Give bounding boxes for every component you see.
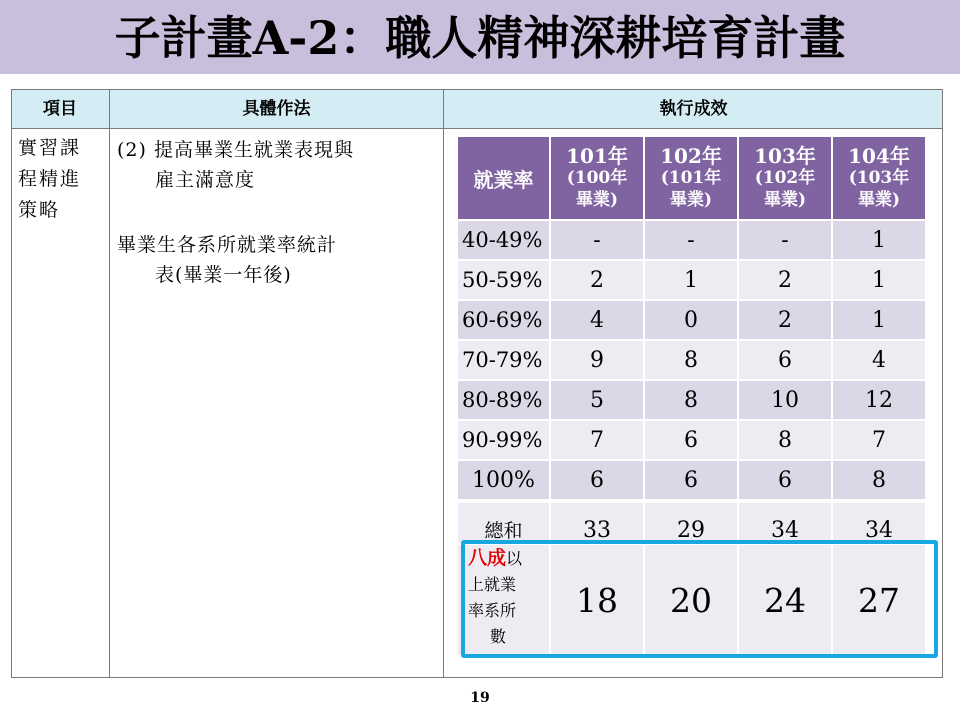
- table-cell: 6: [739, 461, 831, 499]
- table-cell: 12: [833, 381, 925, 419]
- table-cell: -: [645, 221, 737, 259]
- year-sub: (103年: [848, 168, 910, 188]
- year-sub: (100年: [566, 168, 628, 188]
- table-cell: 6: [645, 461, 737, 499]
- table-cell: -: [551, 221, 643, 259]
- year-label: 101年: [566, 144, 628, 168]
- table-cell: 2: [739, 261, 831, 299]
- table-cell: 6: [551, 461, 643, 499]
- item-line: 程精進: [18, 168, 82, 190]
- year-header: [645, 137, 737, 219]
- emphasis-text: 八成: [468, 547, 507, 569]
- table-cell: 4: [833, 341, 925, 379]
- year-label: 103年: [754, 144, 816, 168]
- table-cell: 8: [833, 461, 925, 499]
- rate-label: 40-49%: [458, 221, 549, 259]
- table-cell: 0: [645, 301, 737, 339]
- year-sub: 畢業): [669, 190, 713, 210]
- table-cell: 1: [833, 261, 925, 299]
- year-header: [739, 137, 831, 219]
- over-80-count: 24: [739, 545, 831, 655]
- label-text: 率系所: [468, 601, 517, 620]
- table-cell: 7: [833, 421, 925, 459]
- rate-label: 100%: [458, 461, 549, 499]
- item-cell: [18, 133, 104, 226]
- table-cell: 4: [551, 301, 643, 339]
- table-cell: 8: [645, 381, 737, 419]
- header-result: 執行成效: [659, 99, 728, 119]
- year-label: 104年: [848, 144, 910, 168]
- over-80-count: 18: [551, 545, 643, 655]
- table-cell: 8: [645, 341, 737, 379]
- item-line: 實習課: [18, 137, 82, 159]
- method-table-caption: [117, 230, 437, 290]
- method-line: 表(畢業一年後): [155, 264, 292, 286]
- table-cell: 9: [551, 341, 643, 379]
- year-sub: 畢業): [857, 190, 901, 210]
- table-cell: 10: [739, 381, 831, 419]
- column-divider: [443, 89, 444, 678]
- table-cell: 6: [739, 341, 831, 379]
- rate-label: 總和: [458, 503, 549, 543]
- item-line: 策略: [18, 199, 61, 221]
- table-cell: 6: [645, 421, 737, 459]
- table-cell: 2: [551, 261, 643, 299]
- table-cell: 1: [833, 301, 925, 339]
- label-text: 上就業: [468, 575, 517, 594]
- page-title: 子計畫A-2：職人精神深耕培育計畫: [114, 11, 846, 65]
- label-text: 數: [490, 627, 507, 646]
- method-point: [117, 135, 437, 195]
- year-sub: (101年: [660, 168, 722, 188]
- rate-header-label: 就業率: [473, 167, 534, 192]
- table-cell: 33: [551, 503, 643, 543]
- header-method: 具體作法: [242, 99, 311, 119]
- rate-label: 80-89%: [458, 381, 549, 419]
- column-divider: [109, 89, 110, 678]
- year-sub: 畢業): [763, 190, 807, 210]
- table-cell: 2: [739, 301, 831, 339]
- over-80-count: 20: [645, 545, 737, 655]
- highlight-box: [461, 540, 938, 658]
- rate-label: 70-79%: [458, 341, 549, 379]
- over-80-count: 27: [833, 545, 925, 655]
- table-cell: 8: [739, 421, 831, 459]
- table-cell: 34: [833, 503, 925, 543]
- table-cell: 1: [833, 221, 925, 259]
- label-text: 以: [506, 549, 523, 568]
- table-cell: 7: [551, 421, 643, 459]
- page-number: 19: [470, 690, 490, 706]
- rate-label: 90-99%: [458, 421, 549, 459]
- header-item: 項目: [43, 99, 77, 119]
- rate-label: 60-69%: [458, 301, 549, 339]
- rate-header: [458, 137, 549, 219]
- year-label: 102年: [660, 144, 722, 168]
- method-line: 雇主滿意度: [155, 169, 256, 191]
- table-cell: 5: [551, 381, 643, 419]
- method-line: (2) 提高畢業生就業表現與: [117, 139, 354, 161]
- rate-label: 50-59%: [458, 261, 549, 299]
- table-cell: -: [739, 221, 831, 259]
- year-sub: 畢業): [575, 190, 619, 210]
- year-sub: (102年: [754, 168, 816, 188]
- year-header: [833, 137, 925, 219]
- table-cell: 1: [645, 261, 737, 299]
- year-header: [551, 137, 643, 219]
- table-cell: 34: [739, 503, 831, 543]
- table-cell: 29: [645, 503, 737, 543]
- method-line: 畢業生各系所就業率統計: [117, 234, 338, 256]
